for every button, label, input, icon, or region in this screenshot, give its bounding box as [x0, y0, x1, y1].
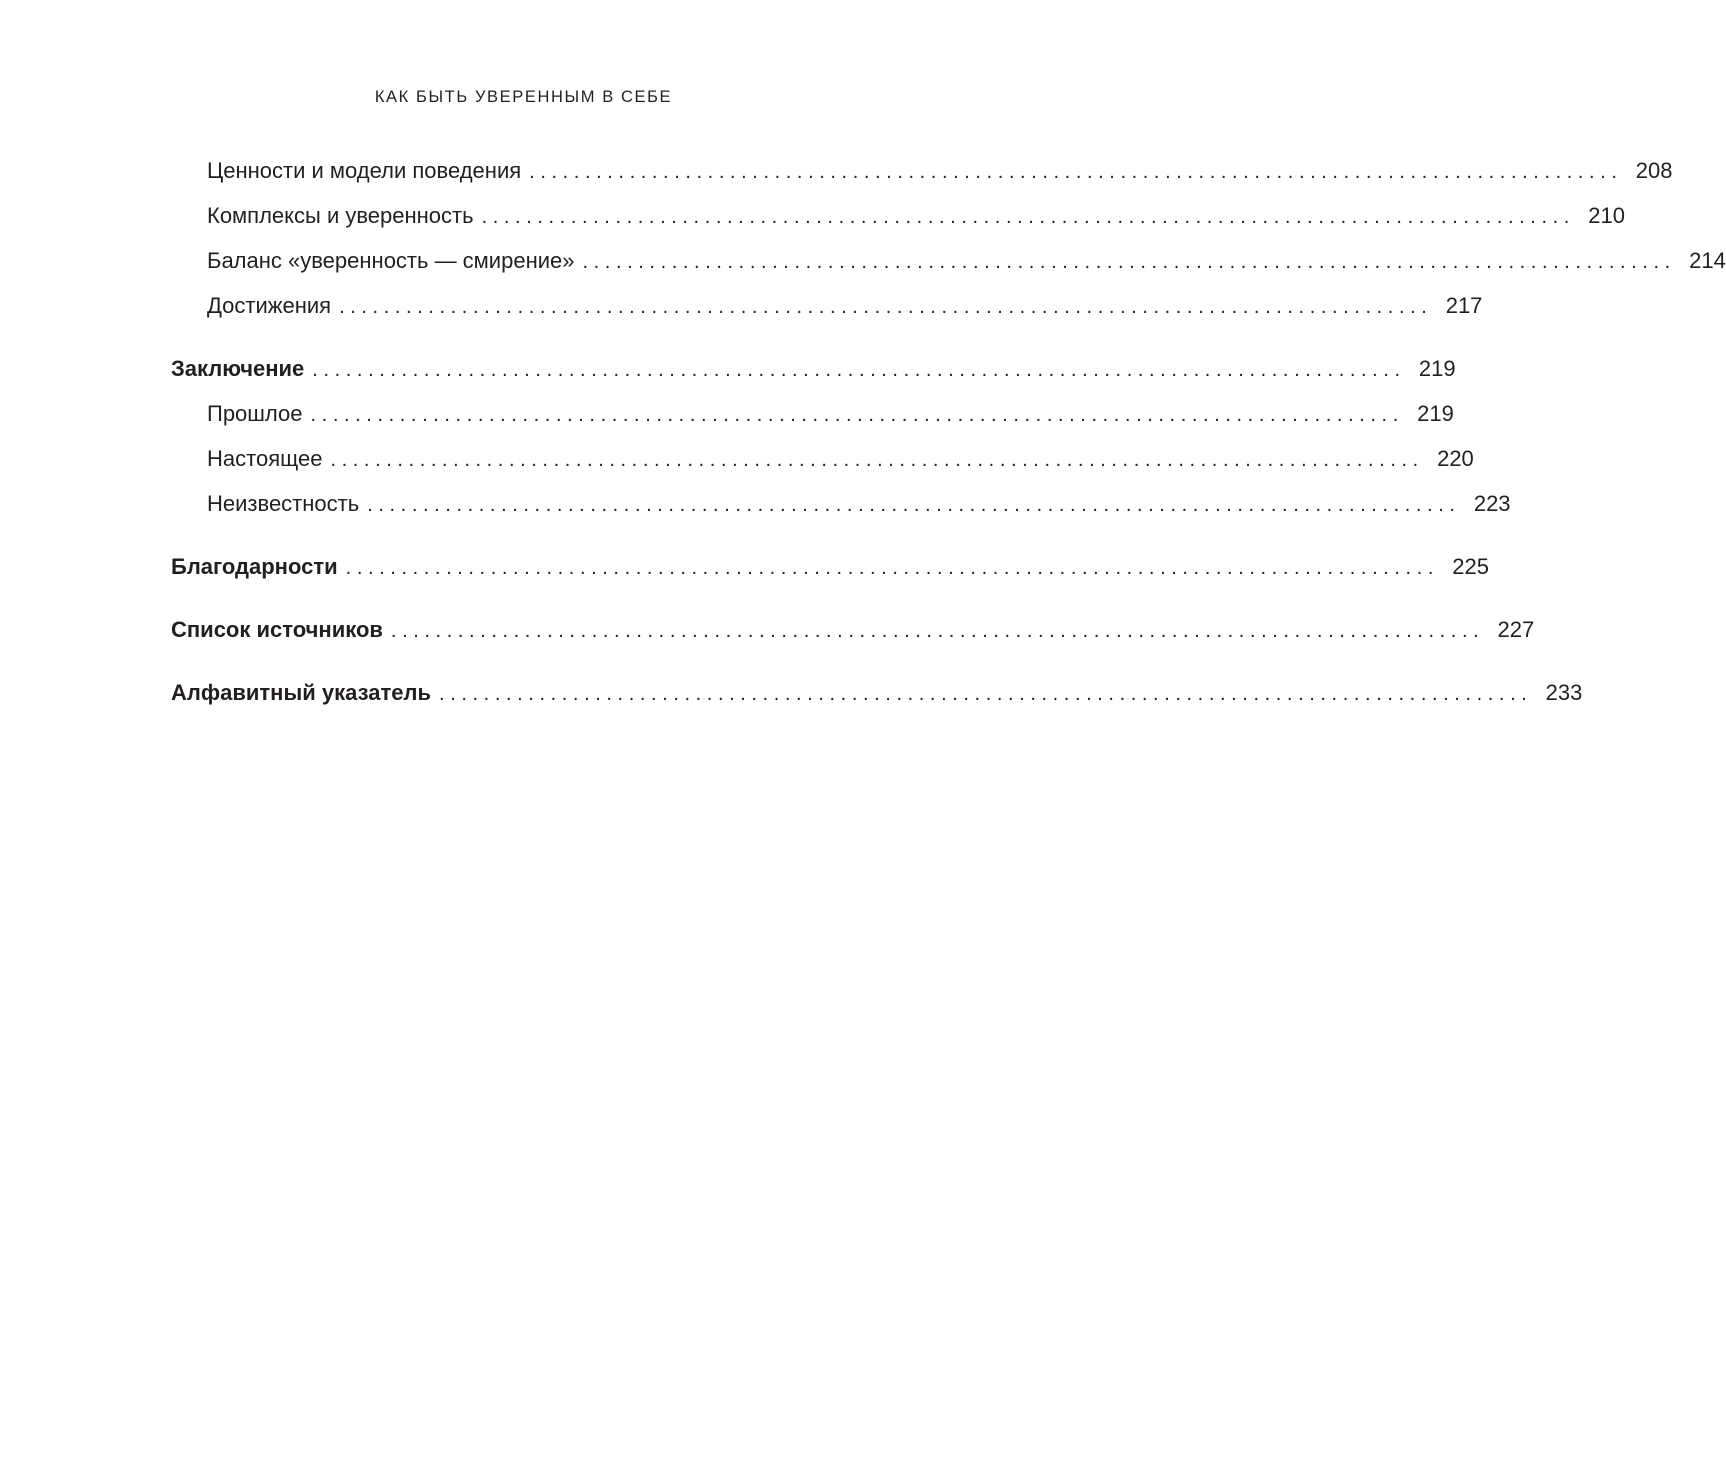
running-head: КАК БЫТЬ УВЕРЕННЫМ В СЕБЕ: [374, 88, 673, 106]
toc-section-entry[interactable]: [171, 346, 1456, 391]
dot-leader: ..................................................................................................: [582, 251, 1676, 273]
dot-leader: ..................................................................................................: [481, 206, 1575, 228]
toc-section-entry[interactable]: [171, 544, 1490, 589]
dot-leader: ..................................................................................................: [312, 359, 1406, 381]
toc-entry-title: Комплексы и уверенность: [207, 203, 474, 228]
toc-entry-page: 214: [1689, 248, 1726, 273]
toc-entry-title: Достижения: [207, 293, 332, 318]
toc-entry[interactable]: [171, 391, 1454, 436]
toc-entry[interactable]: [171, 283, 1483, 328]
toc-entry[interactable]: [171, 193, 1625, 238]
dot-leader: ..................................................................................................: [330, 449, 1424, 471]
toc-entry-title: Прошлое: [207, 401, 303, 426]
toc-entry-page: 210: [1588, 203, 1625, 228]
toc-entry-page: 233: [1545, 680, 1583, 705]
toc-entry-page: 217: [1445, 293, 1483, 318]
toc-entry-page: 208: [1635, 158, 1673, 183]
toc-entry[interactable]: [171, 238, 1726, 283]
toc-entry-title: Неизвестность: [207, 491, 360, 516]
dot-leader: ..................................................................................................: [439, 683, 1533, 705]
toc-entry-title: Благодарности: [171, 554, 338, 579]
toc-entry-page: 220: [1437, 446, 1474, 471]
toc-entry[interactable]: [171, 481, 1511, 526]
table-of-contents: [171, 148, 1726, 715]
toc-entry-page: 227: [1497, 617, 1535, 642]
toc-entry-title: Алфавитный указатель: [171, 680, 432, 705]
dot-leader: ..................................................................................................: [367, 494, 1461, 516]
toc-entry-title: Ценности и модели поведения: [207, 158, 522, 183]
dot-leader: ..................................................................................................: [529, 161, 1623, 183]
dot-leader: ..................................................................................................: [339, 296, 1433, 318]
toc-entry-title: Список источников: [171, 617, 383, 642]
toc-section-entry[interactable]: [171, 670, 1583, 715]
toc-entry-page: 219: [1418, 356, 1456, 381]
toc-entry[interactable]: [171, 148, 1673, 193]
dot-leader: ..................................................................................................: [345, 557, 1440, 579]
toc-entry-page: 225: [1452, 554, 1490, 579]
dot-leader: ..................................................................................................: [390, 620, 1485, 642]
toc-entry-title: Заключение: [171, 356, 305, 381]
toc-section-entry[interactable]: [171, 607, 1535, 652]
toc-entry-title: Баланс «уверенность — смирение»: [207, 248, 575, 273]
toc-entry-page: 219: [1417, 401, 1454, 426]
toc-entry-title: Настоящее: [207, 446, 323, 471]
toc-entry[interactable]: [171, 436, 1474, 481]
dot-leader: ..................................................................................................: [310, 404, 1404, 426]
toc-entry-page: 223: [1473, 491, 1511, 516]
